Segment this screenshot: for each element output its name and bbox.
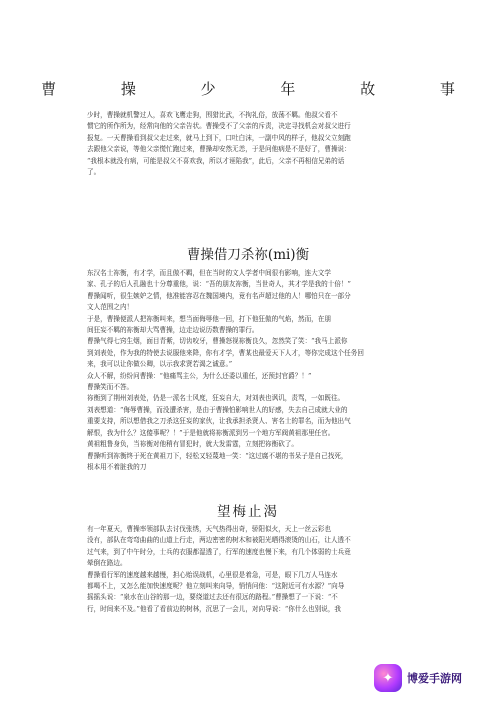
text-line: 有一年夏天，曹操率领部队去讨伐张绣，天气热得出奇，骄阳似火，天上一丝云彩也 xyxy=(87,525,331,533)
paragraph-mi-heng xyxy=(87,268,409,473)
text-line: 间狂妄不羁的祢衡却大骂曹操，边走边说历数曹操的罪行。 xyxy=(87,326,259,335)
text-line: 曹操气得七窍生烟，面目青紫，切齿咬牙，曹操怒视祢衡良久，忽然笑了笑：“我马上派你 xyxy=(87,337,348,346)
game-site-icon: ✦ xyxy=(374,664,402,692)
text-line: 东汉名士祢衡，有才学，而且傲不羁，但在当时的文人学者中间很有影响，连大文学 xyxy=(87,269,331,277)
text-line: 到刘表处，作为我的特使去说服他来降，你有才学，曹某也最爱天下人才，等你完成这个任务回 xyxy=(87,348,364,357)
text-line: 过气来，到了中午时分，士兵的衣服都湿透了，行军的速度也慢下来，有几个体弱的士兵竟 xyxy=(87,547,351,556)
paragraph-plum xyxy=(87,524,409,615)
text-line: “我根本就没有病，可能是叔父不喜欢我，所以才诬陷我”，此后，父亲不再相信兄弟的话 xyxy=(87,156,345,165)
section-title-cao-cao-youth: 曹 操 少 年 故 事 xyxy=(41,80,485,98)
text-line: 报复。一天曹操看到叔父走过来，就马上到下，口吐白沫，一副中风的样子，他叔父立刻跑 xyxy=(87,133,351,142)
text-line: 根本用不着脏我的刀 xyxy=(87,462,147,471)
paragraph-cao-cao-youth xyxy=(87,110,409,178)
text-line: 家、孔子的后人孔融也十分尊重他，说：“吾的朋友祢衡，当世奇人，其才学是我的十倍！” xyxy=(87,280,351,289)
text-line: 来，我可以让你做公卿，以示我求贤若渴之诚意。” xyxy=(87,360,233,369)
text-line: 曹操看行军的速度越来越慢，担心贻误战机，心里很是着急，可是，眼下几万人马连水 xyxy=(87,570,338,579)
text-line: 曹操闻听，很生嫉妒之情，他准能容忍在魏国境内，竟有名声超过他的人！哪怕只在一部分 xyxy=(87,291,351,300)
text-line: 解恨，我为什么？这傻事呢？！”于是他就将祢衡派到另一个地方军阀黄祖那里任官。 xyxy=(87,428,335,437)
watermark-text: 博爱手游网 xyxy=(407,672,462,685)
text-line: 黄祖粗鲁身负，当祢衡对他稍有冒犯时，就大发雷霆，立刻把祢衡砍了。 xyxy=(87,440,298,449)
text-line: 少时，曹操就机警过人，喜欢飞鹰走狗，围猎比武，不拘礼俗，放荡不羁。他叔父看不 xyxy=(87,111,338,119)
text-line: 行，时间来不及。”他看了看前边的树林，沉思了一会儿，对向导说：“你什么也别说，我 xyxy=(87,604,342,613)
text-line: 摇摇头说：“泉水在山谷的那一边，要绕道过去还有很远的路程。”曹操想了一下说：“不 xyxy=(87,593,338,602)
text-line: 没有，部队在弯弯曲曲的山道上行走，两边密密的树木和被阳光晒得滚烫的山石，让人透不 xyxy=(87,536,351,545)
text-line: 众人不解，纷纷问曹操：“他痛骂主公，为什么还委以重任，还预封官爵？！” xyxy=(87,371,312,380)
text-line: 祢衡到了荆州刘表处，仍是一派名士风度，狂妄自大，对刘表也讽讥，责骂，一如既往。 xyxy=(87,394,345,403)
site-watermark-logo xyxy=(374,662,486,694)
text-line: 文人范围之内！ xyxy=(87,303,134,312)
text-line: 曹操听到祢衡终于死在黄祖刀下，轻松又轻蔑地一笑：“这过腐不堪的书呆子是自己找死， xyxy=(87,451,348,460)
text-line: 都喝不上，又怎么能加快速度呢？他立刻叫来向导，悄悄问他：“这附近可有水源？”向导 xyxy=(87,582,345,591)
text-line: 曹操笑而不答。 xyxy=(87,383,134,392)
text-line: 了。 xyxy=(87,168,101,177)
text-line: 去跟他父亲说，等他父亲慌忙跑过来，曹操却安然无恙，于是问他病是不是好了，曹操说： xyxy=(87,145,351,154)
section-title-mi-heng: 曹操借刀杀祢(mi)衡 xyxy=(186,247,310,263)
text-line: 于是，曹操便派人把祢衡叫来，想当面侮辱他一回，打下他狂傲的气焰，然而，在朋 xyxy=(87,314,331,323)
text-line: 惯它的所作所为，经常向他的父亲告状。曹操受不了父亲的斥责，决定寻找机会对叔父进行 xyxy=(87,122,351,131)
text-line: 重要支持，所以想借我之刀杀这狂妄的家伙，让我承担杀贤人、害名士的罪名，而为他出气 xyxy=(87,417,351,426)
text-line: 晕倒在路边。 xyxy=(87,559,127,568)
section-title-plum: 望梅止渴 xyxy=(217,504,279,520)
text-line: 刘表想道：“侮辱曹操，而没遭杀害，是由于曹操怕影响世人的好感，失去自己成就大业的 xyxy=(87,405,348,414)
